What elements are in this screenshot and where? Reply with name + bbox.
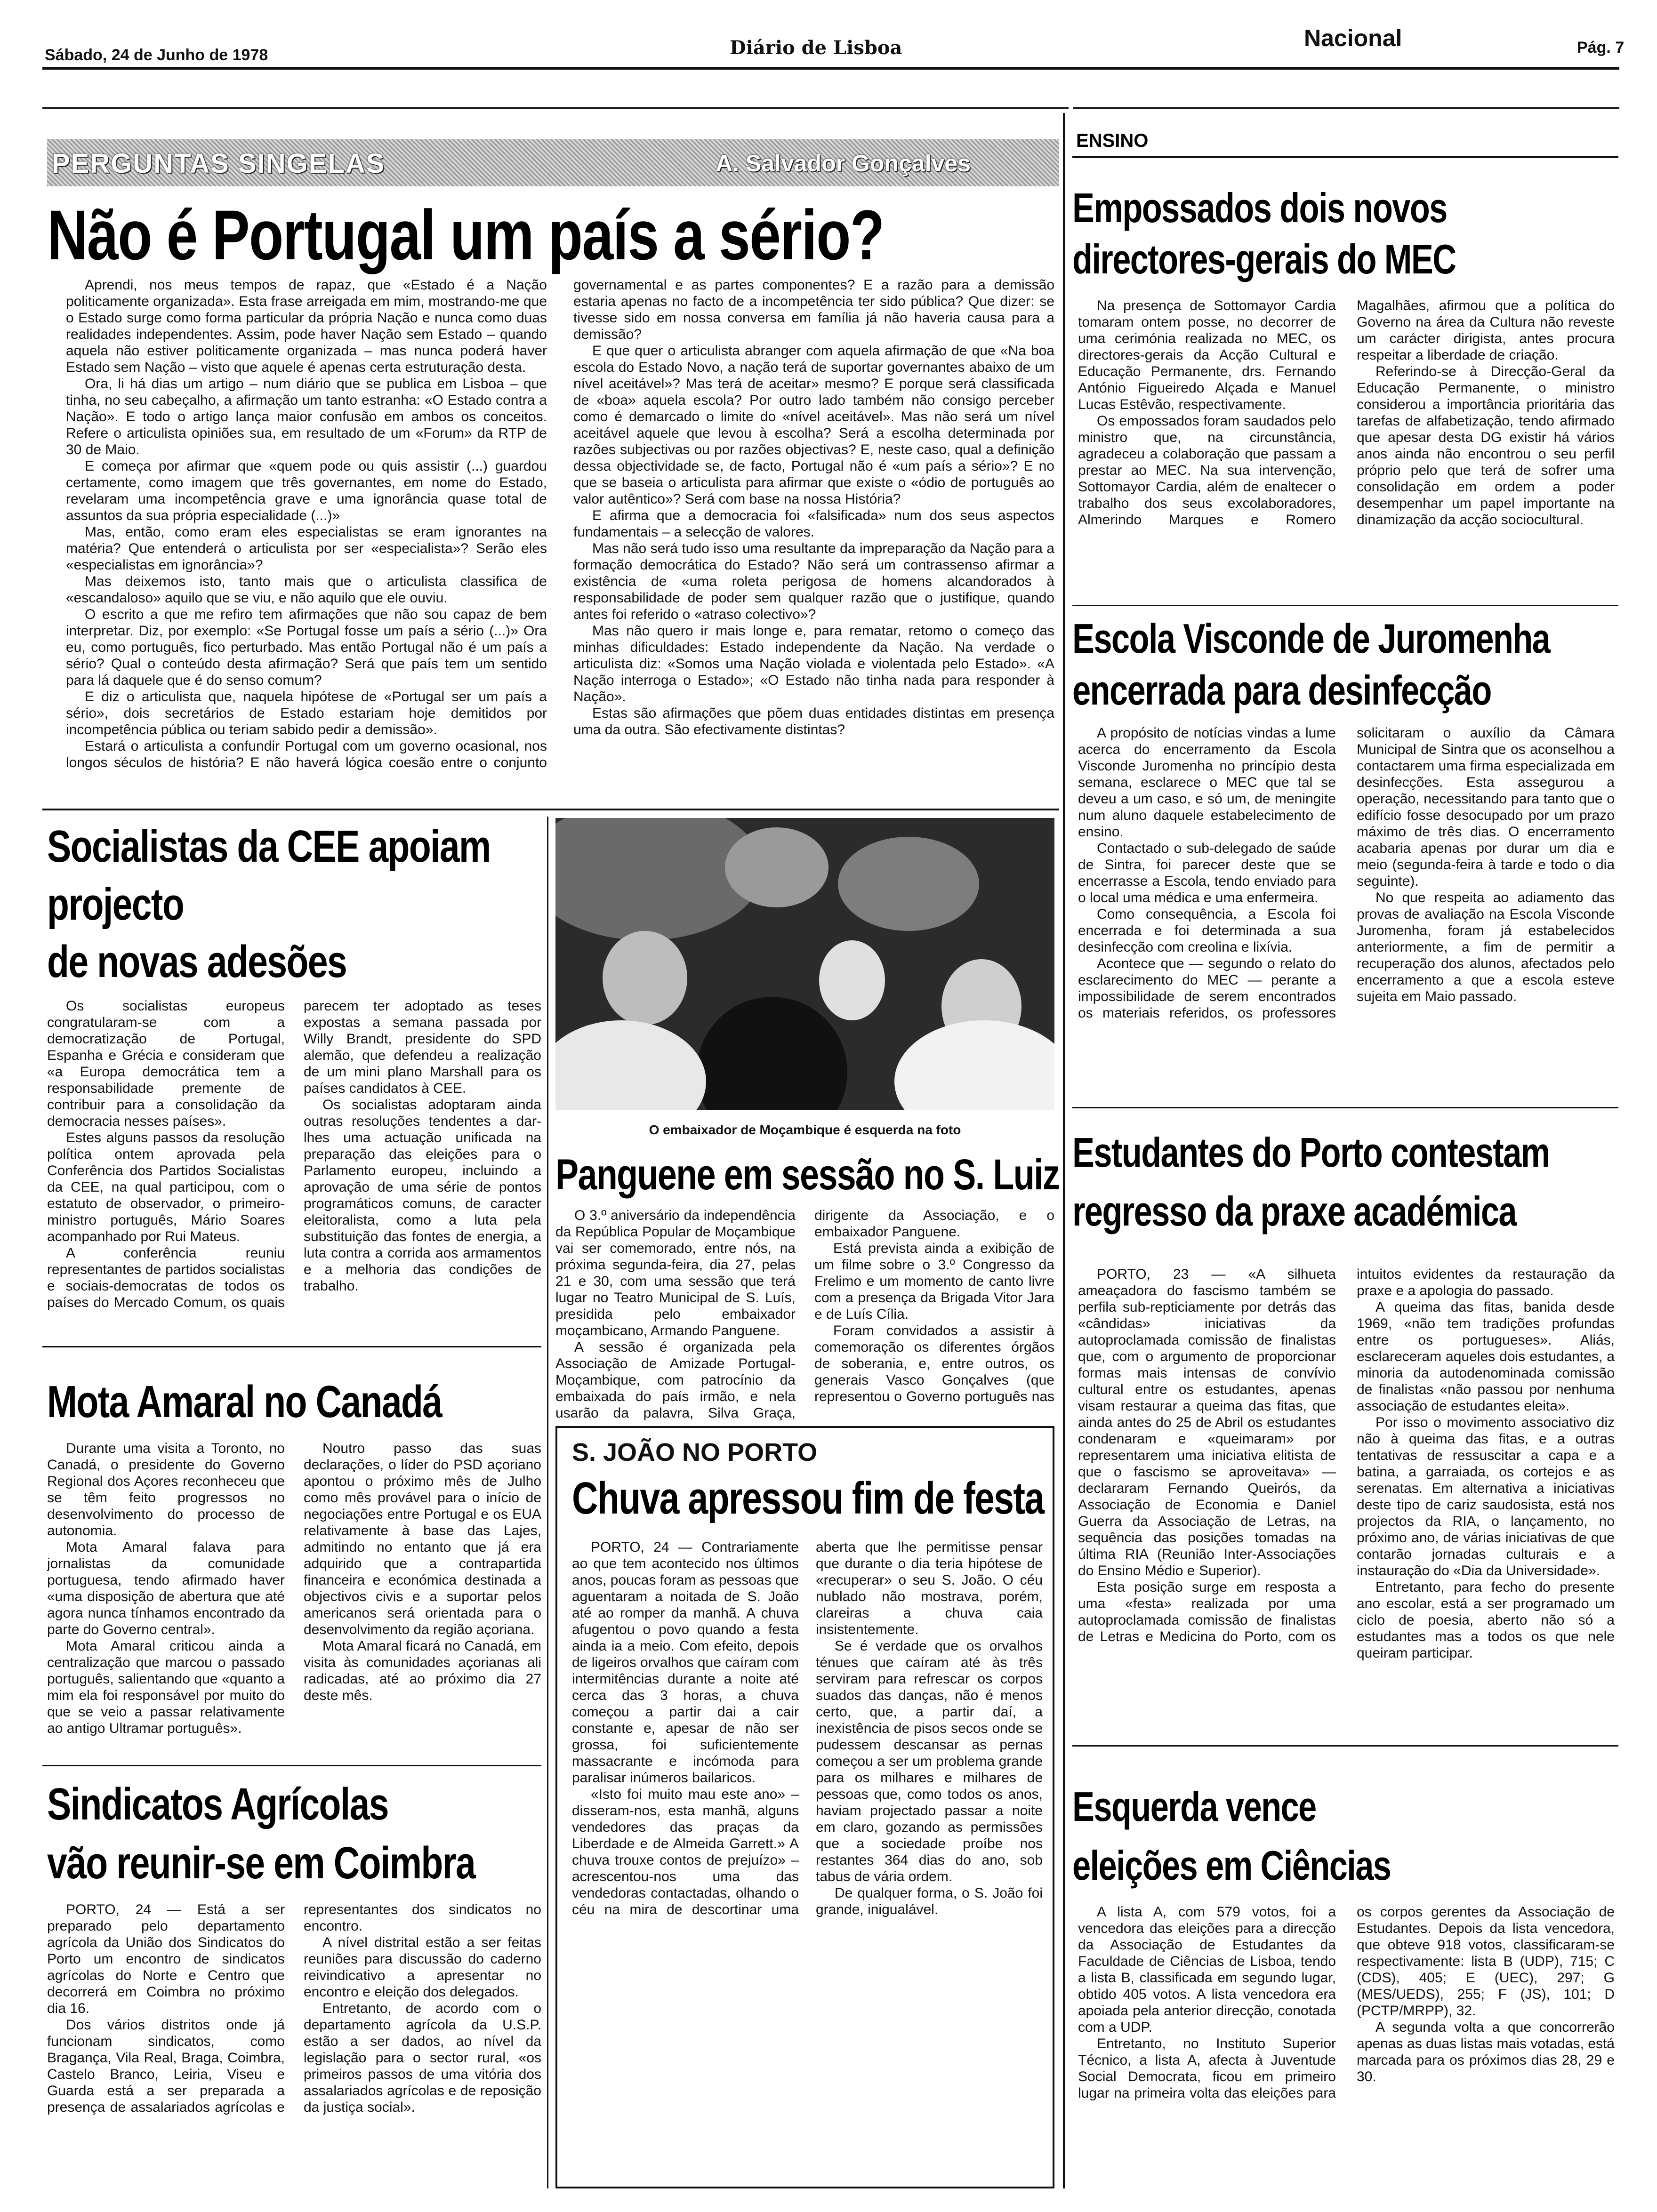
top-rule-right — [1073, 107, 1619, 109]
paragraph: A propósito de notícias vindas a lume acerca do encerramento da Escola Visconde Juromenha no princípio desta semana, esclarece o MEC que tal se deveu a um caso, e só um, de meningite num aluno daquele estabelecimento de ensino. — [1078, 725, 1336, 840]
sindicatos-headline-1: Sindicatos Agrícolas — [47, 1779, 388, 1829]
paragraph: A segunda volta a que concorrerão apenas as duas listas mais votadas, está marcada para os próximos dias 28, 29 e 30. — [1357, 2020, 1615, 2084]
ensino-body — [1078, 297, 1615, 599]
juromenha-body — [1078, 725, 1615, 1101]
juromenha-headline-2: encerrada para desinfecção — [1072, 667, 1491, 713]
estudantes-headline-2: regresso da praxe académica — [1072, 1188, 1516, 1234]
column-banner — [47, 139, 1059, 186]
paragraph: Os empossados foram saudados pelo ministro que, na circunstância, agradeceu a colaboração que passam a prestar ao MEC. Na sua intervenção, Sottomayor Cardia, além de enaltecer o trabalho dos seus excolaboradores, Almerindo Marques e Romero Magalhães, afirmou que a política do Governo na área da Cultura não reveste um carácter dirigista, antes procura respeitar a liberdade de criação. — [1078, 298, 1615, 528]
paragraph: Ora, li há dias um artigo – num diário que se publica em Lisboa – que tinha, no seu cabeçalho, a afirmação um tanto estranha: «O Estado contra a Nação». E todo o artigo lança maior confusão em ambos os conceitos. Refere o articulista opiniões sua, em resultado de um «Forum» da RTP de 30 de Maio. — [66, 376, 547, 457]
paragraph: Os socialistas europeus congratularam-se com a democratização de Portugal, Espanha e Grécia e consideram que «a Europa democrática tem a responsabilidade premente de contribuir para a consolidação da democracia nesses países». — [47, 998, 285, 1129]
column-headline: Não é Portugal um país a sério? — [47, 195, 884, 274]
socialistas-headline-1: Socialistas da CEE apoiam — [47, 821, 491, 872]
socialistas-headline-3: de novas adesões — [47, 937, 347, 987]
paragraph: Esta posição surge em resposta a uma «festa» realizada por uma autoproclamada comissão de finalistas de Letras e Medicina do Porto, com os intuitos evidentes da restauração da praxe e a apologia do passado. — [1078, 1266, 1615, 1644]
paragraph: Como consequência, a Escola foi encerrada e foi determinada a sua desinfecção com creolina e lixívia. — [1078, 906, 1336, 955]
paragraph: PORTO, 24 — Está a ser preparado pelo departamento agrícola da União dos Sindicatos do Porto um encontro de sindicatos agrícolas do Norte e Centro que decorrerá em Coimbra no próximo dia 16. — [47, 1902, 285, 2016]
ensino-headline-1: Empossados dois novos — [1072, 184, 1447, 231]
news-photo — [555, 818, 1054, 1110]
paragraph: Estas são afirmações que põem duas entidades distintas em presença uma da outra. São efectivamente distintas? — [573, 705, 1054, 737]
masthead-date: Sábado, 24 de Junho de 1978 — [45, 46, 268, 64]
paragraph: A nível distrital estão a ser feitas reuniões para discussão do caderno reivindicativo a apresentar no encontro e eleição dos delegados. — [304, 1935, 541, 2000]
ensino-headline-2: directores-gerais do MEC — [1072, 236, 1456, 282]
paragraph: Mas deixemos isto, tanto mais que o articulista classifica de «escandaloso» aquilo que se viu, e não aquilo que ele ouviu. — [66, 574, 547, 606]
section-rule — [42, 809, 1059, 810]
paragraph: Noutro passo das suas declarações, o líder do PSD açoriano apontou o próximo mês de Julho como mês provável para o início de negociações entre Portugal e os EUA relativamente à base das Lajes, admitindo no entanto que já era adquirido que a contrapartida financeira e económica destinada a objectivos civis e a suportar pelos americanos será orientada para o desenvolvimento da região açoriana. — [304, 1441, 541, 1637]
paragraph: PORTO, 23 — «A silhueta ameaçadora do fascismo também se perfila sub-repticiamente por detrás das «cândidas» iniciativas da autoproclamada comissão de finalistas que, com o argumento de proporcionar formas mais intensas de convívio cultural entre os estudantes, apenas visam restaurar a queima das fitas, que ainda antes do 25 de Abril os estudantes condenaram e «queimaram» por representarem uma iniciativa elitista de que o fascismo se aproveitava» — declararam Fernando Queirós, da Associação de Economia e Daniel Guerra da Associação de Letras, na sequência das posições tomadas na última RIA (Reunião Inter-Associações do Ensino Médio e Superior). — [1078, 1266, 1336, 1579]
paragraph: Entretanto, de acordo com o departamento agrícola da U.S.P. estão a ser dados, ao nível da legislação para o sector rural, «os primeiros passos de uma vitória dos assalariados agrícolas e de reposição da justiça social». — [304, 2001, 541, 2115]
column-label: PERGUNTAS SINGELAS — [52, 148, 386, 179]
socialistas-body — [47, 998, 541, 1337]
paragraph: Os socialistas adoptaram ainda outras resoluções tendentes a dar-lhes uma actuação unificada na preparação das eleições para o Parlamento europeu, incluindo a aprovação de uma série de pontos programáticos comuns, de caracter eleitoralista, como a luta pela substituição das fontes de energia, a luta contra a corrida aos armamentos e a melhoria das condições de trabalho. — [304, 1097, 541, 1294]
paragraph: PORTO, 24 — Contrariamente ao que tem acontecido nos últimos anos, poucas foram as pessoas que aguentaram a noitada de S. João até ao romper da manhã. A chuva afugentou o povo quando a festa ainda ia a meio. Com efeito, depois de ligeiros orvalhos que caíram com intermitências durante a noite até cerca das 3 horas, a chuva começou a partir dai a cair constante e, apesar de não ser grossa, foi suficientemente massacrante e incómoda para paralisar inúmeros bailaricos. — [572, 1539, 799, 1786]
section-rule — [1072, 1107, 1618, 1108]
paragraph: No que respeita ao adiamento das provas de avaliação na Escola Visconde Juromenha, foram já estabelecidos anteriormente, a fim de permitir a recuperação dos alunos, afectados pelo encerramento a que a escola esteve sujeita em Maio passado. — [1357, 890, 1615, 1004]
paragraph: E afirma que a democracia foi «falsificada» num dos seus aspectos fundamentais – a selecção de valores. — [573, 508, 1054, 540]
ensino-label: ENSINO — [1072, 127, 1137, 154]
masthead-page-number: Pág. 7 — [1577, 39, 1625, 56]
section-rule — [1072, 1745, 1618, 1747]
sindicatos-headline-2: vão reunir-se em Coimbra — [47, 1838, 475, 1888]
column-divider-left — [547, 817, 548, 2188]
paragraph: Por isso o movimento associativo diz não à queima das fitas, e a outras tentativas de ressuscitar a capa e a batina, a garraiada, os cortejos e as serenatas. Em alternativa a iniciativas deste tipo de cariz saudosista, está nos projectos da RIA, o lançamento, no próximo ano, de várias iniciativas de que contarão jornadas culturais e a instauração do «Dia da Universidade». — [1357, 1415, 1615, 1579]
mota-body — [47, 1440, 541, 1760]
paragraph: A conferência reuniu representantes de partidos socialistas e sociais-democratas de todos os países do Mercado Comum, os quais parecem ter adoptado as teses expostas a semana passada por Willy Brandt, presidente do SPD alemão, que defendeu a realização de um mini plano Marshall para os países candidatos à CEE. — [47, 998, 541, 1310]
paragraph: Mas não será tudo isso uma resultante da impreparação da Nação para a formação democrática do Estado? Não será um contrassenso afirmar a existência de «uma roleta perigosa de homens alcandorados à responsabilidade de poder sem qualquer razão que o justifique, quando antes foi referido o «atraso colectivo»? — [573, 541, 1054, 622]
paragraph: Contactado o sub-delegado de saúde de Sintra, foi parecer deste que se encerrasse a Escola, tendo enviado para o local uma médica e uma enfermeira. — [1078, 841, 1336, 906]
panguene-body — [555, 1207, 1054, 1424]
paragraph: A sessão é organizada pela Associação de Amizade Portugal-Moçambique, com patrocínio da embaixada do país irmão, e nela usarão da palavra, Silva Graça, dirigente da Associação, e o embaixador Panguene. — [555, 1208, 1054, 1421]
ciencias-body — [1078, 1904, 1615, 2177]
paragraph: Aprendi, nos meus tempos de rapaz, que «Estado é a Nação politicamente organizada». Esta frase arreigada em mim, mostrando-me que o Estado surge como forma particular da própria Nação e nunca como duas realidades independentes. Assim, pode haver Nação sem Estado – quando aquela não estiver politicamente organizada – mas nunca poderá haver Estado sem Nação – visto que aquele é apenas certa estruturação desta. — [66, 277, 547, 375]
sjoao-headline: Chuva apressou fim de festa — [572, 1473, 1044, 1523]
juromenha-headline-1: Escola Visconde de Juromenha — [1072, 615, 1550, 662]
paragraph: O escrito a que me refiro tem afirmações que não sou capaz de bem interpretar. Diz, por exemplo: «Se Portugal fosse um país a sério (...)» Ora eu, como português, fico perturbado. Mas então Portugal não é um país a sério? Qual o conteúdo desta afirmação? Será que país tem um sentido para lá daquele que é do senso comum? — [66, 607, 547, 688]
paragraph: Na presença de Sottomayor Cardia tomaram ontem posse, no decorrer de uma cerimónia realizada no MEC, os directores-gerais da Acção Cultural e Educação Permanente, drs. Fernando António Figueiredo Alçada e Manuel Lucas Estêvão, respectivamente. — [1078, 298, 1336, 412]
ciencias-headline-2: eleições em Ciências — [1072, 1842, 1391, 1889]
masthead-rule — [42, 67, 1619, 70]
paragraph: Referindo-se à Direcção-Geral da Educação Permanente, o ministro considerou a importância prioritária das tarefas de alfabetização, tendo afirmado que apesar desta DG existir há vários anos ainda não encontrou o seu perfil próprio pelo que terá de sofrer uma consolidação em ordem a poder desempenhar um papel importante na dinamização da acção sociocultural. — [1357, 364, 1615, 528]
paragraph: Está prevista ainda a exibição de um filme sobre o 3.º Congresso da Frelimo e um momento de canto livre com a presença da Brigada Vitor Jara e de Luís Cília. — [814, 1241, 1054, 1322]
masthead-paper-name: Diário de Lisboa — [730, 37, 902, 59]
section-rule — [1072, 605, 1618, 606]
sjoao-label: S. JOÃO NO PORTO — [572, 1438, 818, 1467]
paragraph: Mota Amaral ficará no Canadá, em visita às comunidades açorianas ali radicadas, até ao próximo dia 27 deste mês. — [304, 1638, 541, 1703]
panguene-headline: Panguene em sessão no S. Luiz — [555, 1151, 1060, 1199]
paragraph: A lista A, com 579 votos, foi a vencedora das eleições para a direcção da Associação de Estudantes da Faculdade de Ciências de Lisboa, tendo a lista B, classificada em segundo lugar, obtido 405 votos. A lista vencedora era apoiada pela anterior direcção, conotada com a UDP. — [1078, 1904, 1336, 2035]
paragraph: Entretanto, para fecho do presente ano escolar, está a ser programado um ciclo de poesia, aberto não só a estudantes mas a todos os que nele queiram participar. — [1357, 1579, 1615, 1661]
paragraph: Dos vários distritos onde já funcionam sindicatos, como Bragança, Vila Real, Braga, Coimbra, Castelo Branco, Leiria, Viseu e Guarda está a ser preparada a presença de assalariados agrícolas e representantes dos sindicatos no encontro. — [47, 1902, 541, 2115]
paragraph: Durante uma visita a Toronto, no Canadá, o presidente do Governo Regional dos Açores reconheceu que se têm feito progressos no desenvolvimento do processo de autonomia. — [47, 1441, 285, 1539]
column-body — [66, 277, 1054, 799]
paragraph: A queima das fitas, banida desde 1969, «não tem tradições profundas entre os portugueses». Aliás, esclareceram aqueles dois estudantes, a minoria da autodenominada comissão de finalistas «não passou por nenhuma associação de estudantes eleita». — [1357, 1299, 1615, 1414]
sindicatos-body — [47, 1901, 541, 2179]
column-author: A. Salvador Gonçalves — [716, 150, 971, 176]
paragraph: Mas não quero ir mais longe e, para rematar, retomo o começo das minhas dificuldades: Estado independente da Nação. Na verdade o articulista diz: «Somos uma Nação violada e violentada pelo Estado». «A Nação interroga o Estado»; «O Estado não tinha nada para responder à Nação». — [573, 623, 1054, 705]
paragraph: Estará o articulista a confundir Portugal com um governo ocasional, nos longos séculos de história? E não haverá lógica coesão entre o conjunto governamental e as partes componentes? E a razão para a demissão estaria apenas no facto de a incompetência ter sido pública? Que dizer: se tivesse sido em nossa conversa em família já não haveria causa para a demissão? — [66, 277, 1054, 770]
paragraph: Foram convidados a assistir à comemoração os diferentes órgãos de soberania, e, entre outros, os generais Vasco Gonçalves (que representou o Governo português nas — [814, 1323, 1054, 1404]
paragraph: E começa por afirmar que «quem pode ou quis assistir (...) guardou certamente, como imagem que três governantes, em nome do Estado, revelaram uma incompetência grave e uma ignorância quase total de assuntos da sua própria especialidade (...)» — [66, 458, 547, 523]
paragraph: Mas, então, como eram eles especialistas se eram ignorantes na matéria? Que entenderá o articulista por ser «especialista»? Serão eles «especialistas em ignorância»? — [66, 524, 547, 573]
paragraph: Mota Amaral falava para jornalistas da comunidade portuguesa, tendo afirmado haver «uma disposição de abertura que até agora nunca tínhamos encontrado da parte do Governo central». — [47, 1539, 285, 1637]
paragraph: E que quer o articulista abranger com aquela afirmação de que «Na boa escola do Estado Novo, a nação terá de suportar governantes abaixo de um nível aceitável»? Mas terá de aceitar» mesmo? E porque será classificada de «boa» aquela escola? Por outro lado também não consigo perceber como é demarcado o limite do «nível aceitável». Mas não será um nível aceitável aquele que levou à escolha? Será a escolha determinada por razões subjectivas ou por razões objectivas? E, neste caso, qual a definição dessa objectividade se, de facto, Portugal não é «um país a sério»? E no que se baseia o articulista para afirmar que existe o «ódio de português ao valor autêntico»? Será com base na nossa História? — [573, 343, 1054, 507]
mota-headline: Mota Amaral no Canadá — [47, 1377, 442, 1427]
socialistas-headline-2: projecto — [47, 879, 184, 930]
section-rule — [42, 1765, 541, 1766]
ensino-rule — [1072, 156, 1618, 158]
paragraph: Entretanto, no Instituto Superior Técnico, a lista A, afecta à Juventude Social Democrata, ficou em primeiro lugar na primeira volta das eleições para os corpos gerentes da Associação de Estudantes. Depois da lista vencedora, que obteve 918 votos, classificaram-se respectivamente: lista B (UDP), 715; C (CDS), 405; E (UEC), 297; G (MES/UEDS), 255; F (JS), 101; D (PCTP/MRPP), 32. — [1078, 1904, 1615, 2101]
sjoao-body — [572, 1539, 1043, 2174]
paragraph: Estes alguns passos da resolução política ontem aprovada pela Conferência dos Partidos Socialistas da CEE, na qual participou, com o estatuto de observador, o primeiro-ministro português, Mário Soares acompanhado por Rui Mateus. — [47, 1130, 285, 1244]
photo-caption: O embaixador de Moçambique é esquerda na foto — [649, 1122, 961, 1137]
paragraph: Se é verdade que os orvalhos ténues que caíram até às três serviram para refrescar os corpos suados das danças, não é menos certo, que, a partir daí, a inexistência de pisos secos onde se pudessem descansar as pernas começou a ser um problema grande para os milhares e milhares de pessoas que, como todos os anos, haviam projectado passar a noite em claro, gozando as permissões que a sociedade proíbe nos restantes 364 dias do ano, sob tabus de vária ordem. — [816, 1638, 1043, 1884]
paragraph: O 3.º aniversário da independência da República Popular de Moçambique vai ser comemorado, entre nós, na próxima segunda-feira, dia 27, pelas 21 e 30, com uma sessão que terá lugar no Teatro Municipal de S. Luís, presidida pelo embaixador moçambicano, Armando Panguene. — [555, 1208, 796, 1338]
paragraph: E diz o articulista que, naquela hipótese de «Portugal ser um país a sério», dois secretários de Estado estariam hoje demitidos por incompetência pública ou teriam sabido pedir a demissão». — [66, 689, 547, 737]
section-rule — [42, 1346, 541, 1347]
paragraph: «Isto foi muito mau este ano» – disseram-nos, esta manhã, alguns vendedores das praças da Liberdade e de Almeida Garrett.» A chuva trouxe contos de prejuízo» – acrescentou-nos uma das vendedoras contactadas, olhando o céu na mira de descortinar uma aberta que lhe permitisse pensar que durante o dia teria hipótese de «recuperar» o seu S. João. O céu nublado não mostrava, porém, clareiras a chuva caia insistentemente. — [572, 1539, 1043, 1917]
paragraph: Acontece que — segundo o relato do esclarecimento do MEC — perante a impossibilidade de serem encontrados os materiais referidos, os professores solicitaram o auxílio da Câmara Municipal de Sintra que os aconselhou a contactarem uma firma especializada em desinfecções. Esta assegurou a operação, necessitando para tanto que o edifício fosse desocupado por um prazo máximo de três dias. O encerramento acabaria apenas por durar um dia e meio (segunda-feira à tarde e todo o dia seguinte). — [1078, 725, 1615, 1021]
ciencias-headline-1: Esquerda vence — [1072, 1783, 1316, 1830]
paragraph: De qualquer forma, o S. João foi grande, inigualável. — [816, 1885, 1043, 1917]
estudantes-body — [1078, 1266, 1615, 1737]
top-rule-left — [42, 107, 1069, 109]
paragraph: Mota Amaral criticou ainda a centralização que marcou o passado português, salientando que «quanto a mim ela foi responsável por muito do que se veio a passar relativamente ao antigo Ultramar português». — [47, 1638, 285, 1736]
estudantes-headline-1: Estudantes do Porto contestam — [1072, 1129, 1550, 1176]
masthead-section: Nacional — [1304, 25, 1402, 51]
